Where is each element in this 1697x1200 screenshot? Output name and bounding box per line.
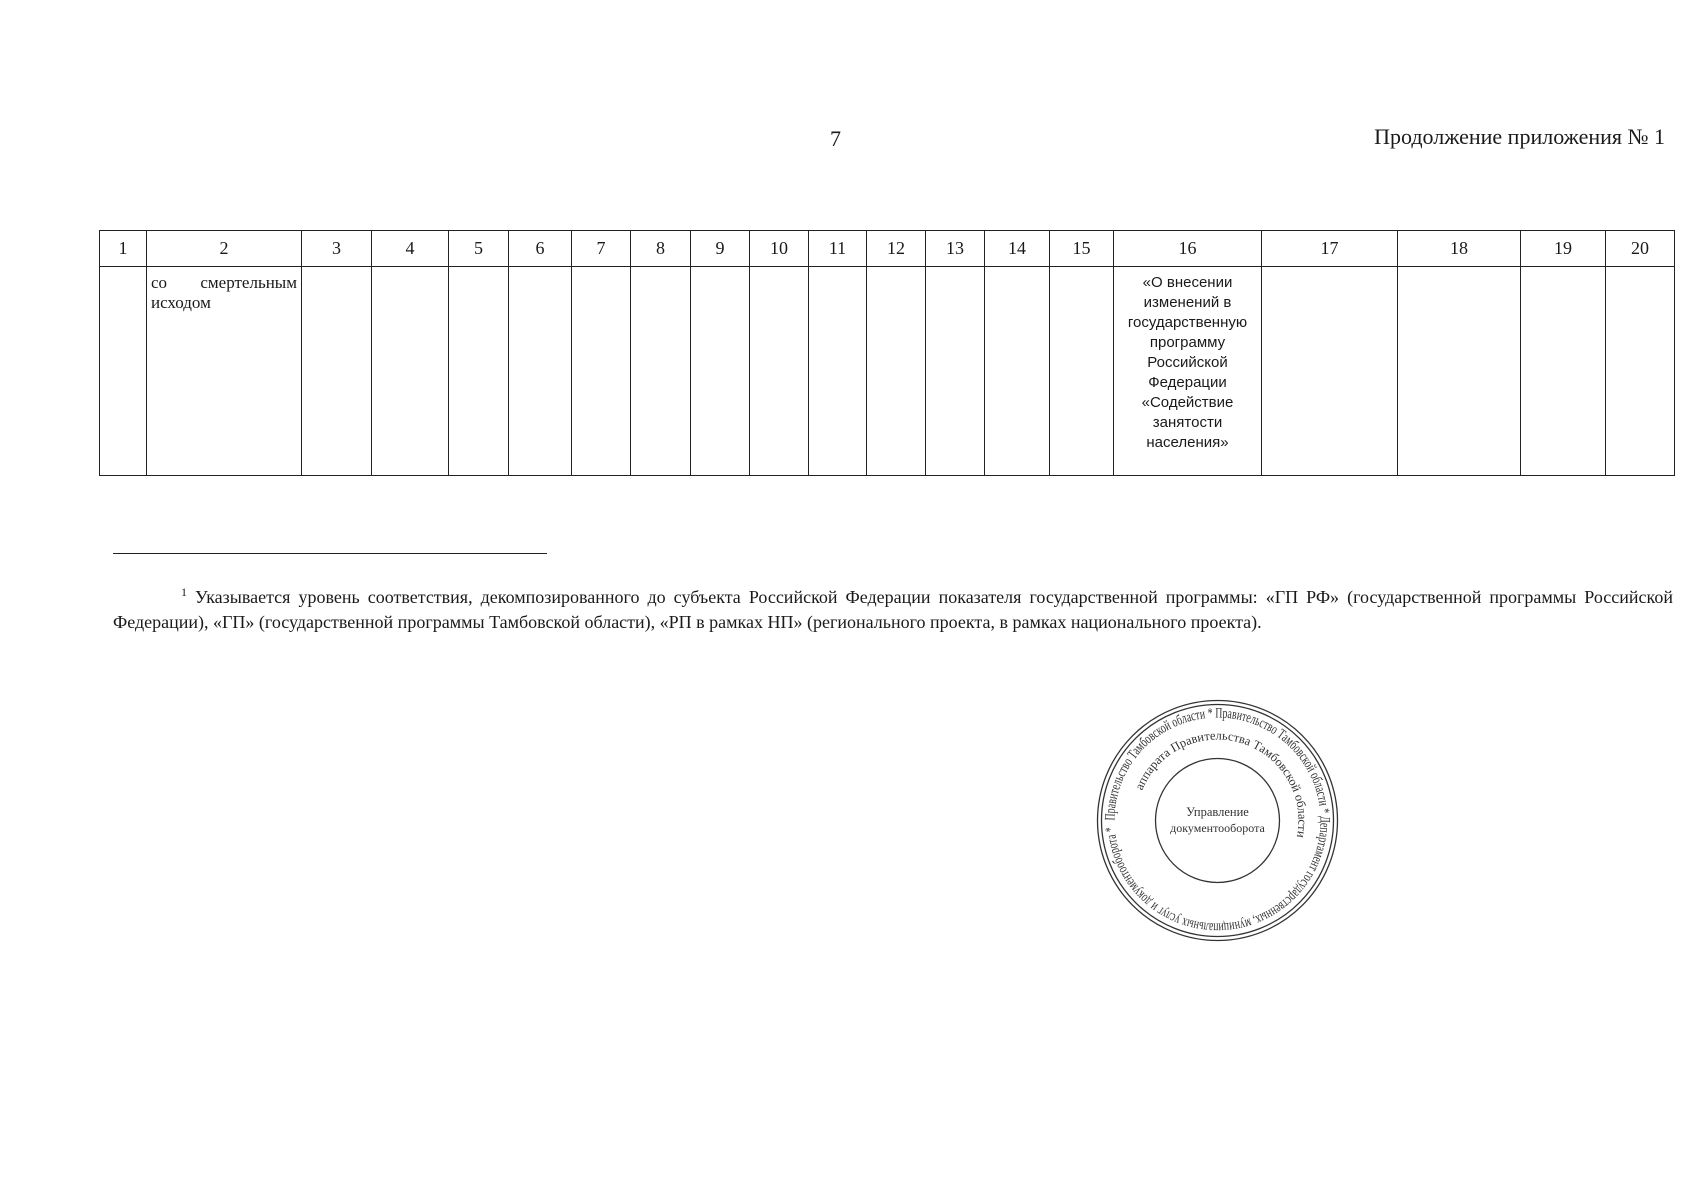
table-cell xyxy=(100,267,147,476)
table-cell xyxy=(691,267,750,476)
program-reference-cell: «О внесении изменений в государственную программу Российской Федерации «Содействие занятости населения» xyxy=(1114,267,1262,476)
table-cell xyxy=(809,267,867,476)
footnote-marker: 1 xyxy=(181,585,187,599)
table-cell xyxy=(985,267,1050,476)
column-header: 20 xyxy=(1606,231,1675,267)
table-cell xyxy=(302,267,372,476)
column-header: 3 xyxy=(302,231,372,267)
table-cell xyxy=(750,267,809,476)
column-header: 7 xyxy=(572,231,631,267)
column-header: 17 xyxy=(1262,231,1398,267)
appendix-continuation-label: Продолжение приложения № 1 xyxy=(1374,124,1665,149)
table-cell xyxy=(509,267,572,476)
column-header: 16 xyxy=(1114,231,1262,267)
stamp-outer-text: Правительство Тамбовской области * Правительство Тамбовской области * Департамент государственных, муниципальных услуг и документооборота * xyxy=(1102,705,1333,936)
column-header: 6 xyxy=(509,231,572,267)
table-cell xyxy=(449,267,509,476)
column-header: 2 xyxy=(147,231,302,267)
table-cell xyxy=(631,267,691,476)
column-header: 19 xyxy=(1521,231,1606,267)
table-cell xyxy=(372,267,449,476)
footnote-separator xyxy=(113,553,547,554)
column-header: 18 xyxy=(1398,231,1521,267)
table-cell xyxy=(1606,267,1675,476)
column-header: 13 xyxy=(926,231,985,267)
footnote-text: Указывается уровень соответствия, декомпозированного до субъекта Российской Федерации показателя государственной программы: «ГП РФ» (государственной программы Российской Федерации), «ГП» (государственной программы Тамбовской области), «РП в рамках НП» (регионального проекта, в рамках национального проекта). xyxy=(113,587,1673,632)
column-header: 1 xyxy=(100,231,147,267)
footnote xyxy=(113,580,1673,635)
column-header: 14 xyxy=(985,231,1050,267)
table-cell xyxy=(1262,267,1398,476)
indicator-description-cell: со смертельным исходом xyxy=(147,267,302,476)
table-cell xyxy=(867,267,926,476)
table-row xyxy=(100,267,1675,476)
column-header: 8 xyxy=(631,231,691,267)
indicator-table xyxy=(99,230,1675,476)
column-header: 12 xyxy=(867,231,926,267)
stamp-inner-text: аппарата Правительства Тамбовской области xyxy=(1132,728,1310,839)
page-number: 7 xyxy=(830,126,841,151)
table-cell xyxy=(926,267,985,476)
column-header: 5 xyxy=(449,231,509,267)
stamp-center-line2: документооборота xyxy=(1170,821,1265,835)
stamp-center-line1: Управление xyxy=(1186,805,1249,819)
table-cell xyxy=(1398,267,1521,476)
table-cell xyxy=(1050,267,1114,476)
column-header: 4 xyxy=(372,231,449,267)
official-stamp xyxy=(1095,698,1340,943)
column-header: 11 xyxy=(809,231,867,267)
column-header: 9 xyxy=(691,231,750,267)
table-cell xyxy=(1521,267,1606,476)
table-header-row xyxy=(100,231,1675,267)
column-header: 10 xyxy=(750,231,809,267)
column-header: 15 xyxy=(1050,231,1114,267)
table-cell xyxy=(572,267,631,476)
